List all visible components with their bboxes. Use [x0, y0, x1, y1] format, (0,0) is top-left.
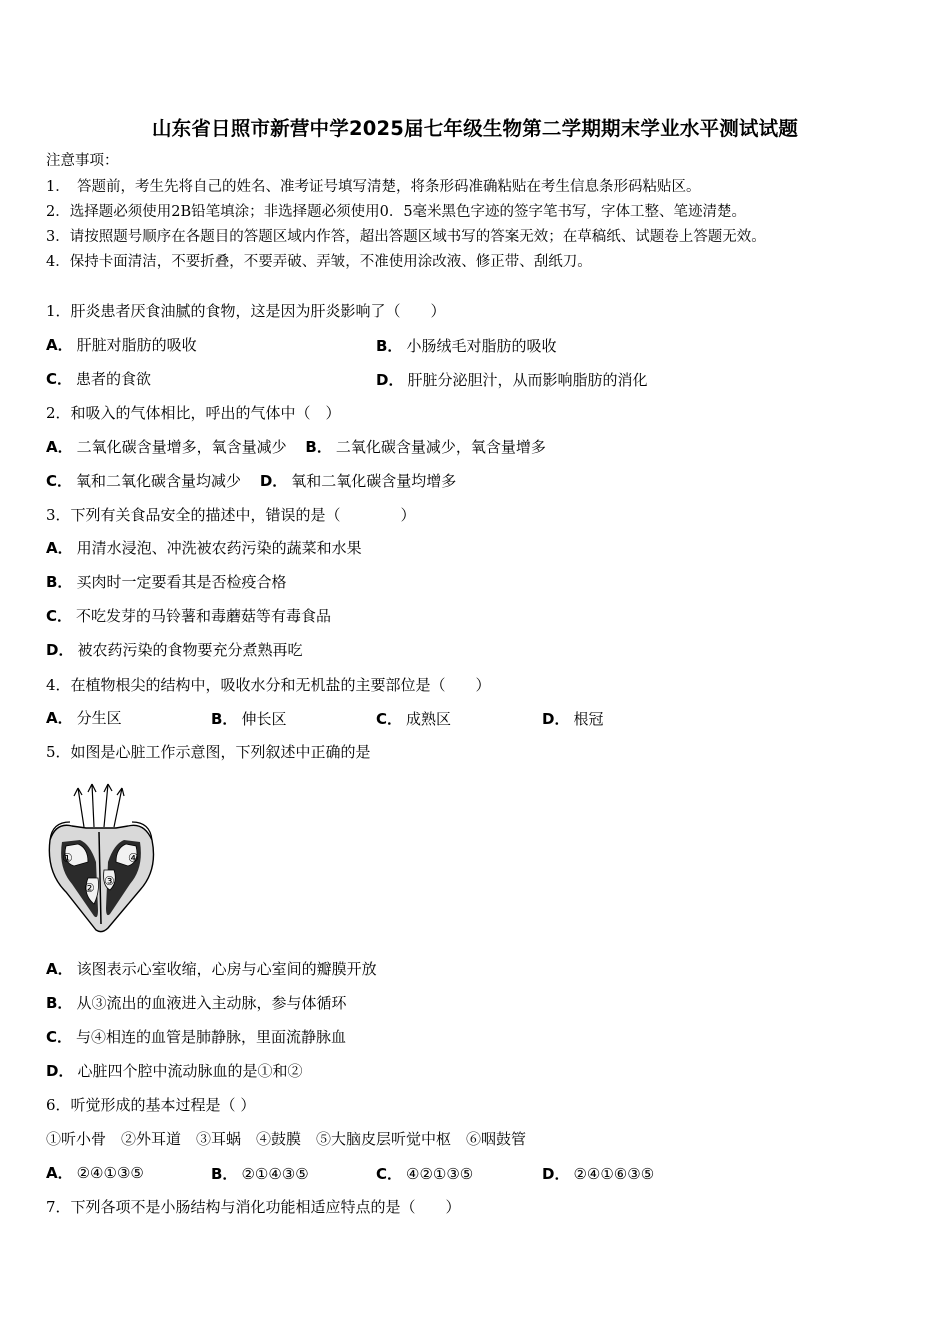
label-2: ②	[84, 881, 95, 895]
label-1: ①	[62, 851, 73, 865]
option-d: D． 氧和二氧化碳含量均增多	[259, 472, 457, 490]
option-b: B． 从③流出的血液进入主动脉，参与体循环	[46, 994, 347, 1012]
option-b: B． 买肉时一定要看其是否检疫合格	[46, 573, 287, 591]
question-stem: 4．在植物根尖的结构中，吸收水分和无机盐的主要部位是（ ）	[46, 676, 491, 694]
note-item: 1． 答题前，考生先将自己的姓名、准考证号填写清楚，将条形码准确粘贴在考生信息条形码粘贴区。	[46, 179, 701, 195]
vessel-arrow	[92, 784, 94, 827]
question-stem: 6．听觉形成的基本过程是（ ）	[46, 1096, 256, 1114]
notes-heading: 注意事项：	[46, 153, 119, 169]
option-d: D． 根冠	[542, 710, 604, 728]
question-stem: 2．和吸入的气体相比，呼出的气体中（ ）	[46, 404, 341, 422]
option-d: D． 肝脏分泌胆汁，从而影响脂肪的消化	[376, 371, 648, 389]
option-row	[46, 471, 456, 491]
question-parts: ①听小骨 ②外耳道 ③耳蜗 ④鼓膜 ⑤大脑皮层听觉中枢 ⑥咽鼓管	[46, 1130, 527, 1148]
option-a: A． ②④①③⑤	[46, 1164, 144, 1182]
question-stem: 5．如图是心脏工作示意图，下列叙述中正确的是	[46, 743, 371, 761]
page-title: 山东省日照市新营中学2025届七年级生物第二学期期末学业水平测试试题	[151, 117, 799, 140]
option-c: C． 氧和二氧化碳含量均减少	[46, 472, 242, 490]
option-b: B． 二氧化碳含量减少，氧含量增多	[305, 438, 546, 456]
option-b: B． 伸长区	[211, 710, 287, 728]
option-a: A． 二氧化碳含量增多，氧含量减少	[46, 438, 287, 456]
option-d: D． ②④①⑥③⑤	[542, 1165, 655, 1183]
option-c: C． 患者的食欲	[46, 370, 152, 388]
label-3: ③	[104, 874, 115, 888]
option-a: A． 用清水浸泡、冲洗被农药污染的蔬菜和水果	[46, 539, 362, 557]
note-item: 4．保持卡面清洁，不要折叠，不要弄破、弄皱，不准使用涂改液、修正带、刮纸刀。	[46, 254, 592, 270]
heart-diagram	[44, 782, 158, 934]
option-a: A． 肝脏对脂肪的吸收	[46, 336, 197, 354]
note-item: 3．请按照题号顺序在各题目的答题区域内作答，超出答题区域书写的答案无效；在草稿纸、试题卷上答题无效。	[46, 229, 766, 245]
option-c: C． ④②①③⑤	[376, 1165, 474, 1183]
option-c: C． 成熟区	[376, 710, 452, 728]
option-c: C． 不吃发芽的马铃薯和毒蘑菇等有毒食品	[46, 607, 332, 625]
question-stem: 7．下列各项不是小肠结构与消化功能相适应特点的是（ ）	[46, 1198, 461, 1216]
option-a: A． 该图表示心室收缩，心房与心室间的瓣膜开放	[46, 960, 377, 978]
arrow-head	[74, 788, 82, 796]
option-d: D． 被农药污染的食物要充分煮熟再吃	[46, 641, 303, 659]
option-row	[46, 335, 197, 355]
option-row	[46, 437, 546, 457]
option-b: B． 小肠绒毛对脂肪的吸收	[376, 337, 557, 355]
label-4: ④	[128, 851, 139, 865]
option-c: C． 与④相连的血管是肺静脉，里面流静脉血	[46, 1028, 347, 1046]
option-b: B． ②①④③⑤	[211, 1165, 309, 1183]
option-d: D． 心脏四个腔中流动脉血的是①和②	[46, 1062, 303, 1080]
question-stem: 3．下列有关食品安全的描述中，错误的是（ ）	[46, 506, 416, 524]
note-item: 2．选择题必须使用2B铅笔填涂；非选择题必须使用0．5毫米黑色字迹的签字笔书写，字体工整、笔迹清楚。	[46, 204, 747, 220]
question-stem: 1．肝炎患者厌食油腻的食物，这是因为肝炎影响了（ ）	[46, 302, 446, 320]
option-a: A． 分生区	[46, 709, 122, 727]
